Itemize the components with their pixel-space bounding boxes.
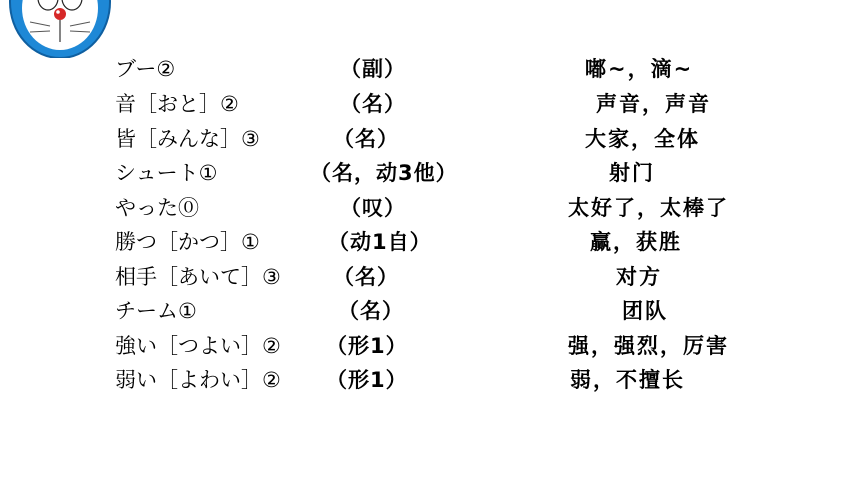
vocab-row — [0, 294, 860, 328]
meaning-text: 太好了，太棒了 — [568, 196, 729, 220]
word-text: ブー② — [115, 57, 176, 81]
word-text: 音［おと］② — [115, 92, 239, 116]
part-of-speech: （副） — [340, 57, 406, 81]
meaning-text: 声音，声音 — [596, 92, 711, 116]
word-text: 相手［あいて］③ — [115, 265, 281, 289]
vocab-row — [0, 52, 860, 86]
vocab-row — [0, 87, 860, 121]
vocab-row — [0, 363, 860, 397]
meaning-text: 弱，不擅长 — [570, 368, 685, 392]
doraemon-logo — [8, 0, 112, 58]
word-text: 強い［つよい］② — [115, 334, 281, 358]
word-text: シュート① — [115, 161, 218, 185]
vocab-row — [0, 260, 860, 294]
meaning-text: 对方 — [616, 265, 662, 289]
part-of-speech: （名） — [338, 299, 404, 323]
part-of-speech: （名，动3他） — [310, 161, 458, 185]
doraemon-face-icon — [8, 0, 112, 58]
part-of-speech: （名） — [333, 265, 399, 289]
meaning-text: 强，强烈，厉害 — [568, 334, 729, 358]
vocabulary-list — [0, 52, 860, 402]
part-of-speech: （动1自） — [328, 230, 432, 254]
word-text: 皆［みんな］③ — [115, 127, 260, 151]
vocab-row — [0, 122, 860, 156]
word-text: チーム① — [115, 299, 197, 323]
part-of-speech: （名） — [333, 127, 399, 151]
word-text: 弱い［よわい］② — [115, 368, 281, 392]
part-of-speech: （形1） — [326, 334, 408, 358]
meaning-text: 大家，全体 — [585, 127, 700, 151]
word-text: 勝つ［かつ］① — [115, 230, 260, 254]
vocab-row — [0, 156, 860, 190]
meaning-text: 赢，获胜 — [590, 230, 682, 254]
vocab-row — [0, 329, 860, 363]
part-of-speech: （形1） — [326, 368, 408, 392]
part-of-speech: （名） — [340, 92, 406, 116]
meaning-text: 嘟~，滴~ — [585, 57, 694, 81]
vocab-row — [0, 225, 860, 259]
vocab-row — [0, 191, 860, 225]
word-text: やった⓪ — [115, 196, 199, 220]
meaning-text: 团队 — [622, 299, 668, 323]
part-of-speech: （叹） — [340, 196, 406, 220]
meaning-text: 射门 — [609, 161, 655, 185]
